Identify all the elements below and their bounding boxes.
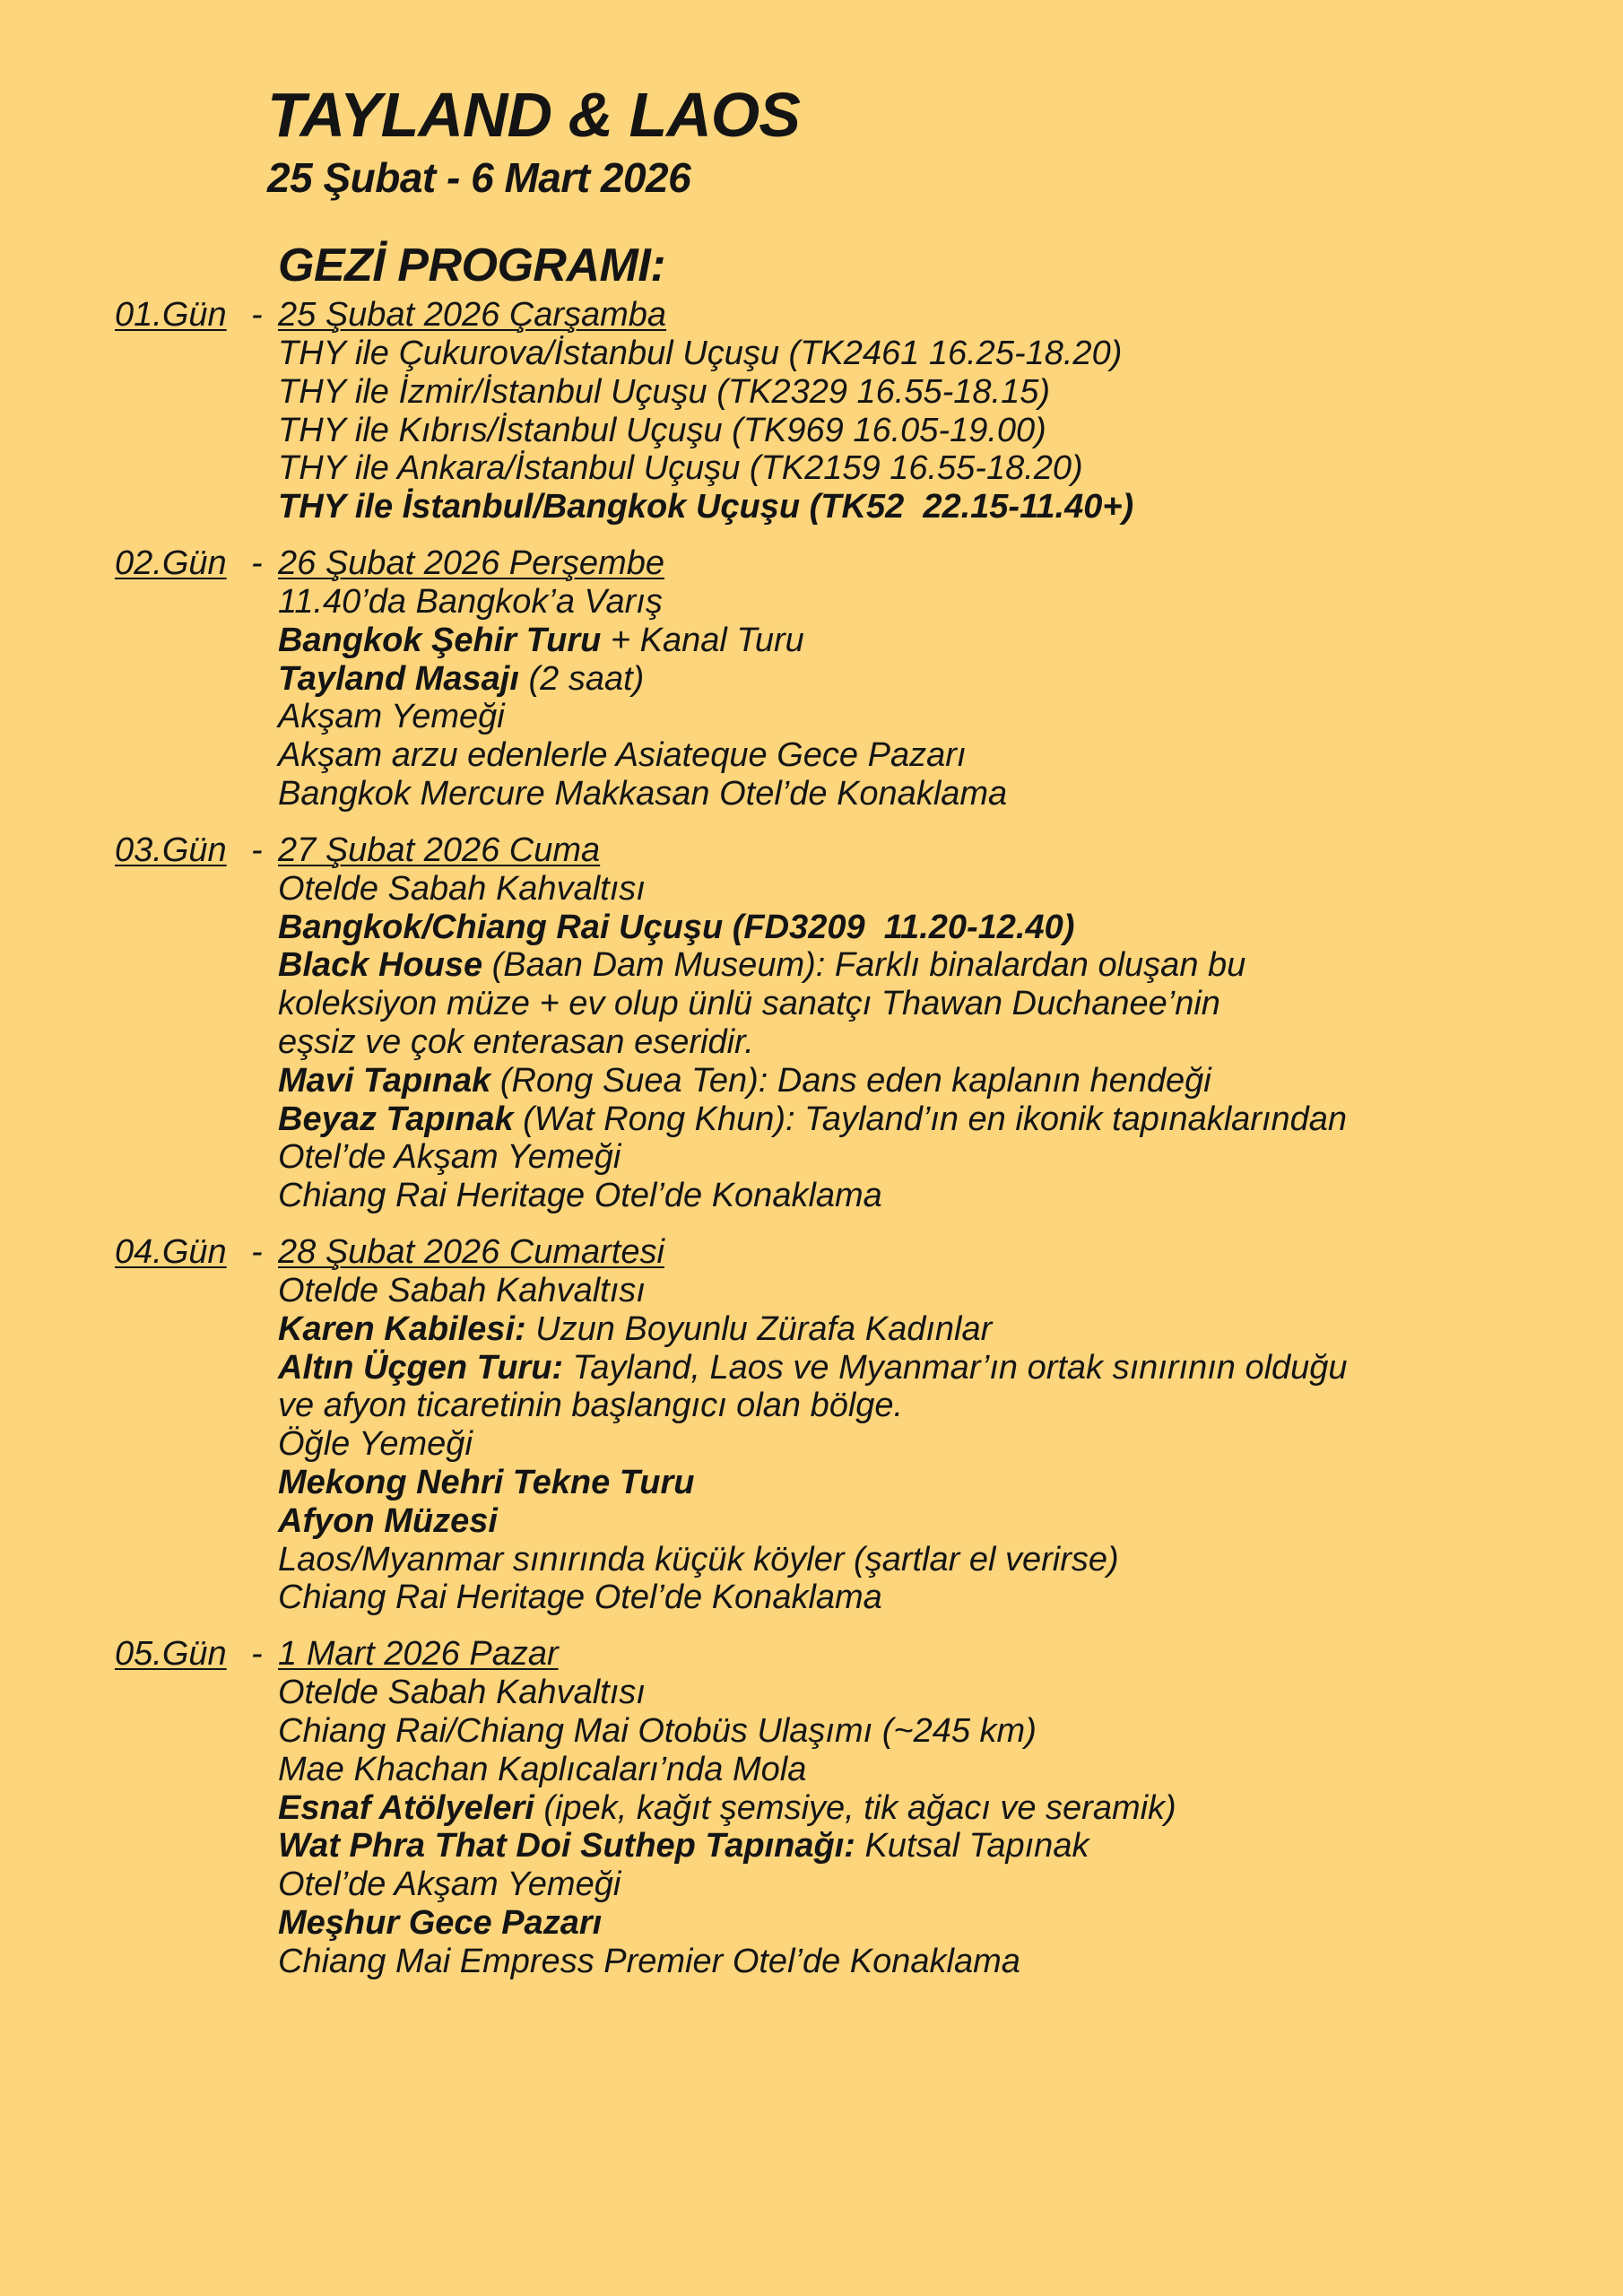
- activity-line: [278, 1023, 1605, 1062]
- activity-highlight: Tayland Masajı: [278, 659, 519, 698]
- trip-dates: 25 Şubat - 6 Mart 2026: [267, 154, 691, 201]
- activity-text: THY ile Kıbrıs/İstanbul Uçuşu (TK969 16.05-19.00): [278, 411, 1046, 449]
- activity-highlight: Karen Kabilesi:: [278, 1309, 526, 1348]
- activity-line: [278, 1712, 1605, 1751]
- activity-text: ve afyon ticaretinin başlangıcı olan bölge.: [278, 1387, 904, 1425]
- activity-line: [278, 1502, 1605, 1541]
- activity-line: [278, 335, 1605, 373]
- activity-line: [278, 1177, 1605, 1215]
- activity-highlight: Afyon Müzesi: [278, 1501, 498, 1540]
- activity-line: [278, 946, 1605, 985]
- activity-line: [278, 449, 1605, 488]
- day-date: 27 Şubat 2026 Cuma: [278, 831, 601, 869]
- activity-text: THY ile İzmir/İstanbul Uçuşu (TK2329 16.55-18.15): [278, 372, 1051, 411]
- activity-text: Otel’de Akşam Yemeği: [278, 1138, 621, 1177]
- day-date: 1 Mart 2026 Pazar: [278, 1635, 559, 1674]
- activity-text: (Baan Dam Museum): Farklı binalardan oluşan bu: [482, 946, 1246, 985]
- program-heading: GEZİ PROGRAMI:: [278, 239, 666, 291]
- day-separator: -: [251, 296, 263, 334]
- activity-line: [278, 1387, 1605, 1425]
- activity-line: [278, 1904, 1605, 1943]
- activity-line: [278, 373, 1605, 412]
- activity-text: (ipek, kağıt şemsiye, tik ağacı ve seramik): [534, 1788, 1176, 1827]
- activity-line: [278, 1578, 1605, 1617]
- activity-highlight: Mavi Tapınak: [278, 1061, 491, 1100]
- day-header: [0, 296, 1623, 335]
- activity-line: [278, 1789, 1605, 1828]
- document-header: [267, 77, 800, 203]
- activity-highlight: Wat Phra That Doi Suthep Tapınağı:: [278, 1827, 855, 1866]
- activity-line: [278, 1541, 1605, 1579]
- day-separator: -: [251, 1232, 263, 1271]
- activity-line: [278, 1464, 1605, 1502]
- activity-highlight: Bangkok Şehir Turu: [278, 621, 602, 659]
- activity-line: [278, 1100, 1605, 1139]
- day-block: [0, 1635, 1623, 1980]
- activity-text: Öğle Yemeği: [278, 1425, 473, 1464]
- activity-line: [278, 1062, 1605, 1100]
- activity-text: Chiang Rai Heritage Otel’de Konaklama: [278, 1578, 882, 1617]
- activity-text: Kutsal Tapınak: [855, 1827, 1089, 1866]
- activity-line: [278, 1138, 1605, 1177]
- activity-text: Laos/Myanmar sınırında küçük köyler (şartlar el verirse): [278, 1540, 1119, 1578]
- day-label: 01.Gün: [115, 296, 227, 334]
- activity-highlight: Mekong Nehri Tekne Turu: [278, 1463, 695, 1501]
- day-label: 03.Gün: [115, 831, 227, 869]
- day-activities: [278, 1272, 1605, 1617]
- activity-text: koleksiyon müze + ev olup ünlü sanatçı Thawan Duchanee’nin: [278, 985, 1220, 1023]
- activity-highlight: Black House: [278, 946, 483, 985]
- activity-text: (Rong Suea Ten): Dans eden kaplanın hendeği: [490, 1061, 1211, 1100]
- activity-line: [278, 488, 1605, 526]
- day-date: 28 Şubat 2026 Cumartesi: [278, 1232, 664, 1271]
- activity-line: [278, 1349, 1605, 1387]
- activity-line: [278, 1425, 1605, 1464]
- day-separator: -: [251, 831, 263, 869]
- activity-text: (Wat Rong Khun): Tayland’ın en ikonik tapınaklarından: [513, 1100, 1348, 1138]
- activity-text: Chiang Rai Heritage Otel’de Konaklama: [278, 1177, 882, 1215]
- day-separator: -: [251, 1635, 263, 1674]
- activity-line: [278, 622, 1605, 660]
- activity-line: [278, 985, 1605, 1023]
- activity-highlight: Meşhur Gece Pazarı: [278, 1903, 603, 1942]
- activity-text: Otelde Sabah Kahvaltısı: [278, 1674, 646, 1712]
- activity-highlight: Esnaf Atölyeleri: [278, 1788, 534, 1827]
- activity-text: Otelde Sabah Kahvaltısı: [278, 1271, 646, 1309]
- activity-line: [278, 660, 1605, 699]
- day-separator: -: [251, 544, 263, 582]
- day-date: 26 Şubat 2026 Perşembe: [278, 544, 664, 582]
- day-block: [0, 1233, 1623, 1617]
- day-block: [0, 831, 1623, 1215]
- activity-text: THY ile Ankara/İstanbul Uçuşu (TK2159 16.55-18.20): [278, 449, 1083, 488]
- day-label: 05.Gün: [115, 1635, 227, 1674]
- day-header: [0, 1635, 1623, 1674]
- activity-text: Akşam arzu edenlerle Asiateque Gece Pazarı: [278, 736, 967, 775]
- activity-text: Otelde Sabah Kahvaltısı: [278, 869, 646, 908]
- activity-line: [278, 698, 1605, 736]
- activity-line: [278, 1751, 1605, 1789]
- activity-text: Chiang Rai/Chiang Mai Otobüs Ulaşımı (~245 km): [278, 1711, 1037, 1750]
- day-label: 02.Gün: [115, 544, 227, 582]
- activity-line: [278, 1827, 1605, 1866]
- day-header: [0, 1233, 1623, 1272]
- day-block: [0, 296, 1623, 526]
- activity-line: [278, 1272, 1605, 1310]
- itinerary-days: [0, 296, 1623, 1998]
- activity-text: Bangkok Mercure Makkasan Otel’de Konaklama: [278, 774, 1008, 813]
- day-activities: [278, 583, 1605, 813]
- activity-highlight: Beyaz Tapınak: [278, 1100, 514, 1138]
- activity-line: [278, 412, 1605, 450]
- activity-line: [278, 909, 1605, 947]
- activity-text: Uzun Boyunlu Zürafa Kadınlar: [525, 1309, 993, 1348]
- activity-highlight: Bangkok/Chiang Rai Uçuşu (FD3209 11.20-12.40): [278, 908, 1075, 946]
- activity-text: eşsiz ve çok enterasan eseridir.: [278, 1022, 754, 1061]
- day-label: 04.Gün: [115, 1232, 227, 1271]
- activity-text: Mae Khachan Kaplıcaları’nda Mola: [278, 1750, 807, 1788]
- activity-text: THY ile Çukurova/İstanbul Uçuşu (TK2461 16.25-18.20): [278, 335, 1123, 372]
- activity-text: Otel’de Akşam Yemeği: [278, 1866, 621, 1904]
- activity-line: [278, 1943, 1605, 1981]
- day-header: [0, 831, 1623, 870]
- activity-text: Tayland, Laos ve Myanmar’ın ortak sınırının olduğu: [563, 1348, 1348, 1387]
- document-title: TAYLAND & LAOS: [267, 80, 800, 150]
- day-date: 25 Şubat 2026 Çarşamba: [278, 296, 667, 334]
- activity-text: 11.40’da Bangkok’a Varış: [278, 582, 663, 621]
- activity-line: [278, 1310, 1605, 1349]
- day-activities: [278, 870, 1605, 1215]
- activity-line: [278, 736, 1605, 775]
- activity-text: (2 saat): [518, 659, 645, 698]
- activity-line: [278, 870, 1605, 909]
- day-activities: [278, 335, 1605, 526]
- day-block: [0, 544, 1623, 813]
- activity-text: Akşam Yemeği: [278, 698, 505, 736]
- activity-highlight: Altın Üçgen Turu:: [278, 1348, 564, 1387]
- activity-text: Chiang Mai Empress Premier Otel’de Konaklama: [278, 1942, 1020, 1980]
- day-header: [0, 544, 1623, 583]
- day-activities: [278, 1674, 1605, 1980]
- activity-highlight: THY ile İstanbul/Bangkok Uçuşu (TK52 22.15-11.40+): [278, 488, 1134, 526]
- activity-line: [278, 1866, 1605, 1904]
- activity-line: [278, 583, 1605, 622]
- activity-line: [278, 1674, 1605, 1712]
- activity-text: + Kanal Turu: [601, 621, 804, 659]
- activity-line: [278, 775, 1605, 813]
